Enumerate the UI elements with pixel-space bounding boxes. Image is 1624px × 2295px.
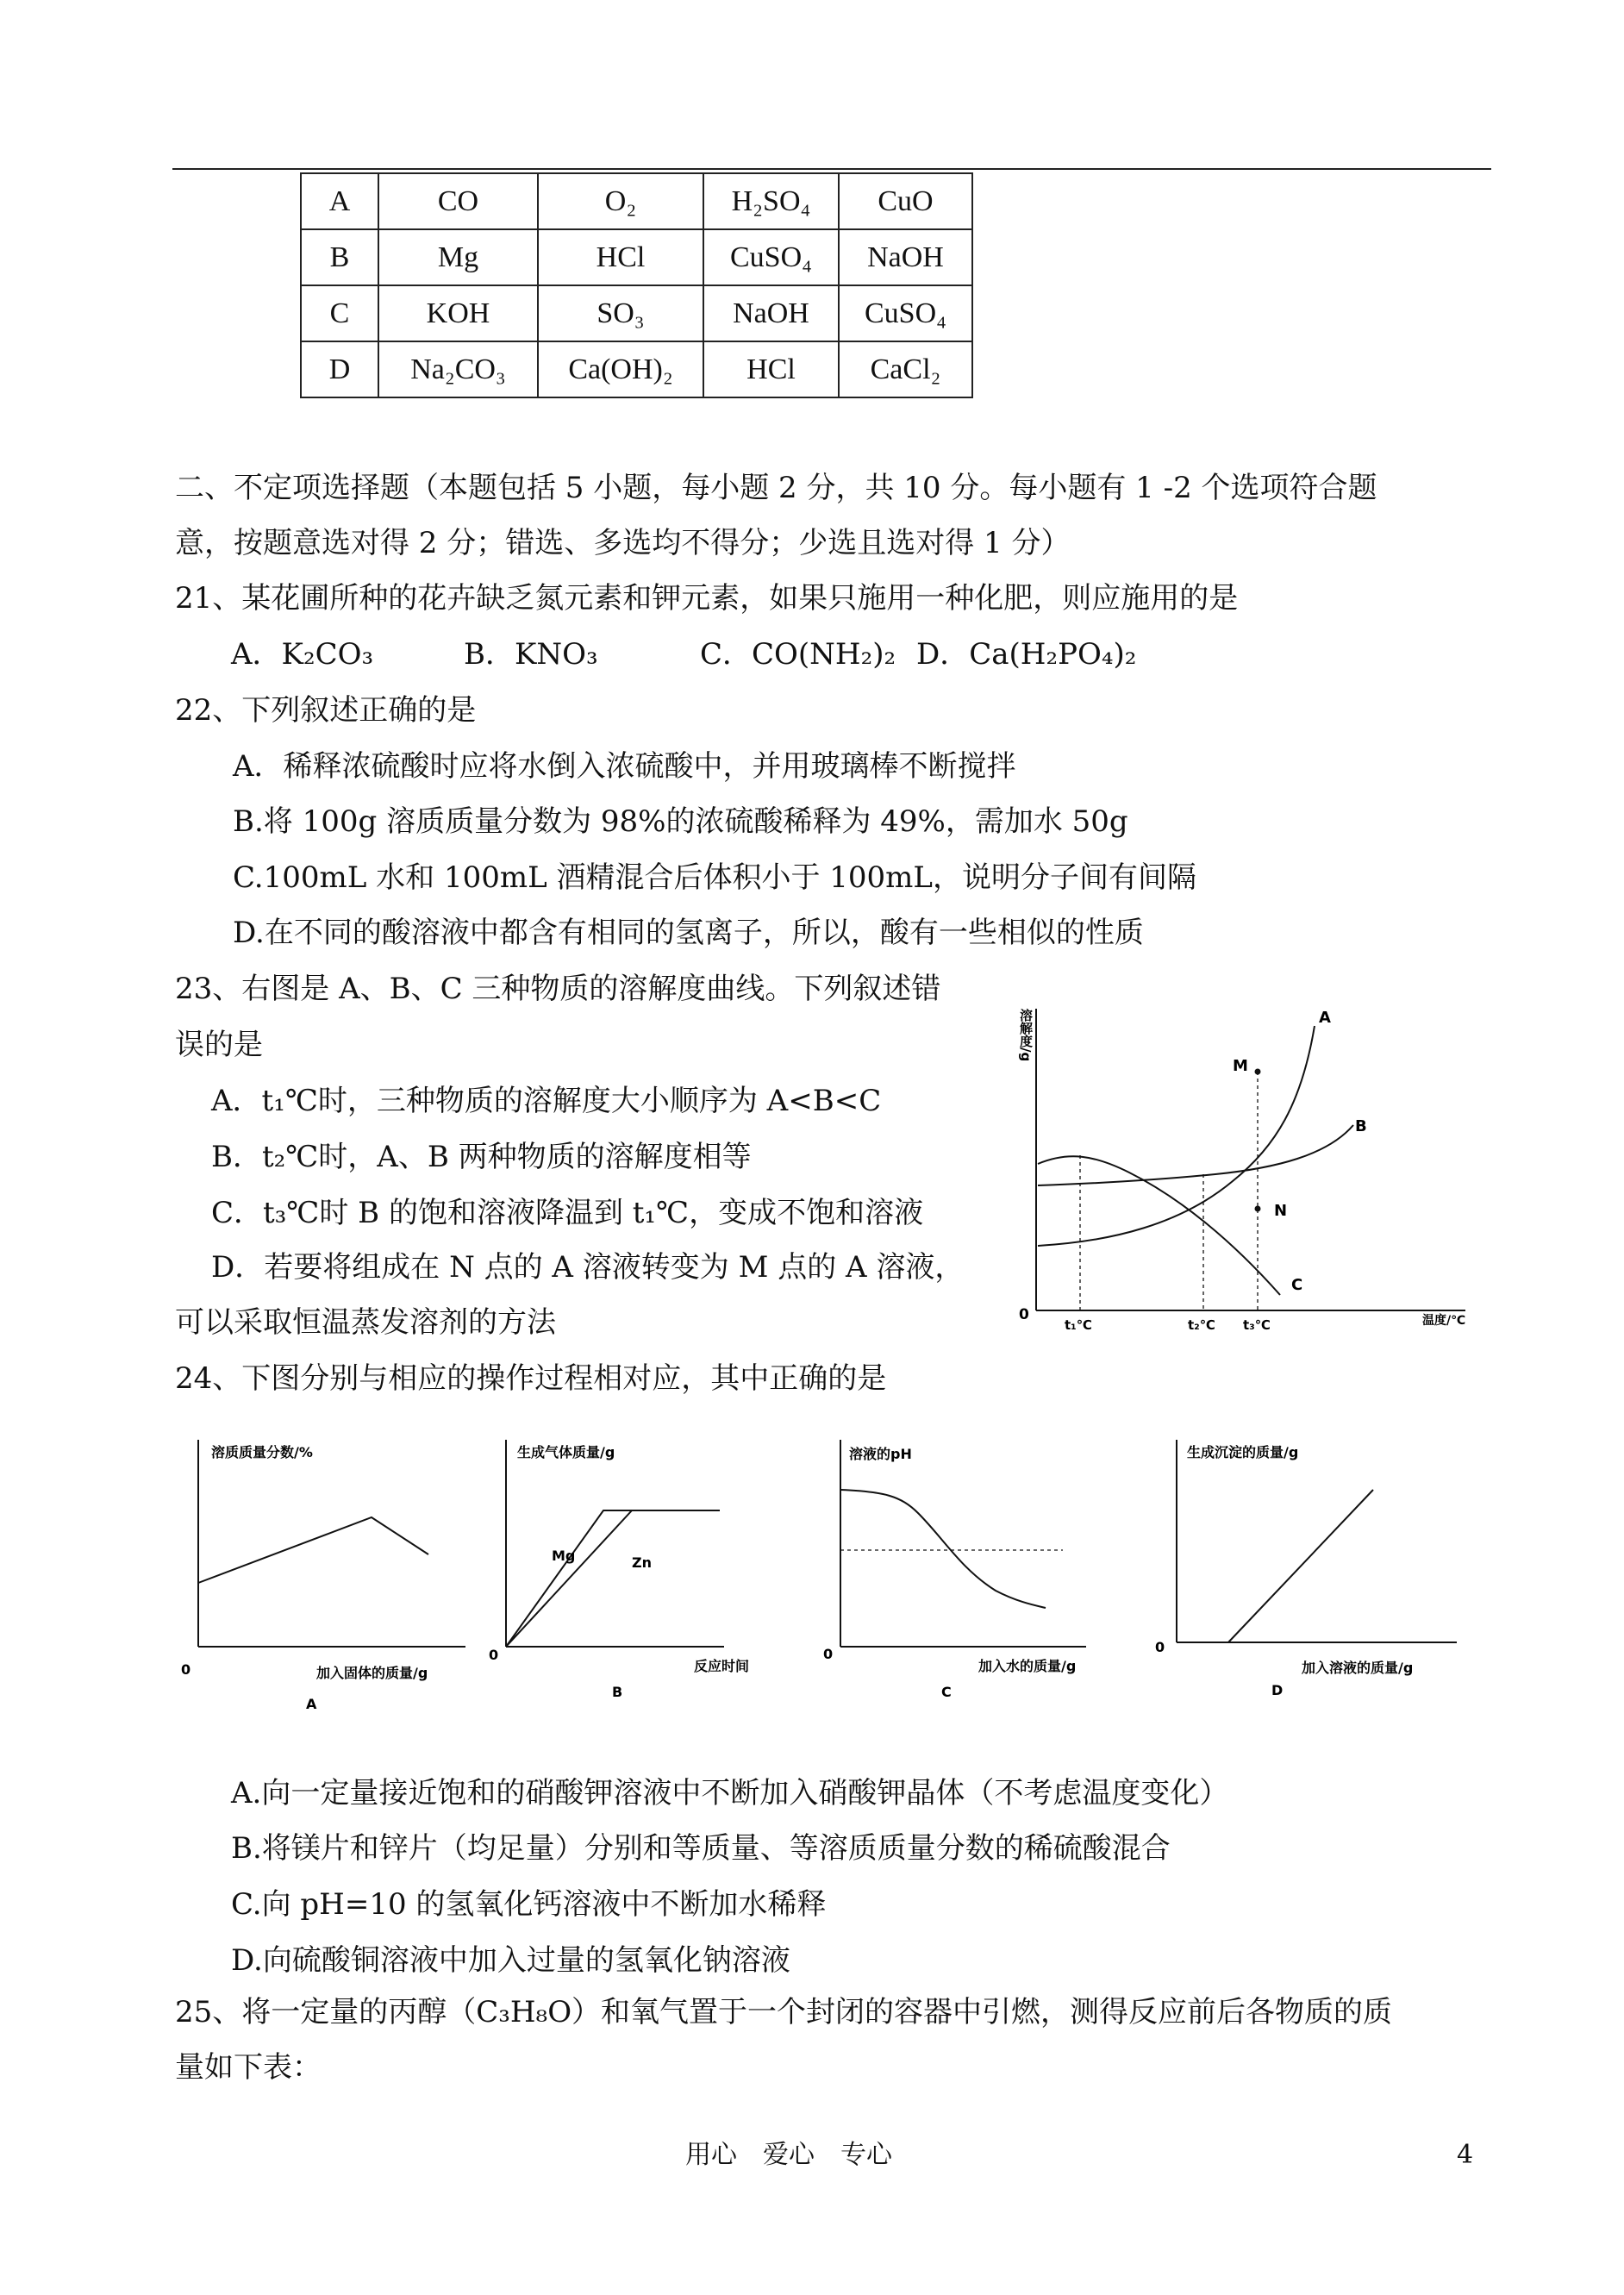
- table-row: [301, 229, 972, 285]
- q24-option-c: C.向 pH=10 的氢氧化钙溶液中不断加水稀释: [231, 1887, 827, 1922]
- section-heading-line1: 二、不定项选择题（本题包括 5 小题，每小题 2 分，共 10 分。每小题有 1 -2 个选项符合题: [175, 471, 1377, 505]
- q22-stem: 22、下列叙述正确的是: [175, 693, 477, 728]
- tick-t1: t₁℃: [1065, 1317, 1092, 1333]
- page-number: 4: [1457, 2140, 1474, 2170]
- curve-b-label: B: [1355, 1117, 1367, 1135]
- q21-option-d: D．Ca(H₂PO₄)₂: [916, 637, 1137, 672]
- table-cell: CaCl₂: [839, 341, 972, 397]
- table-cell: C: [301, 285, 378, 341]
- series-mg-label: Mg: [552, 1548, 576, 1564]
- q23-option-d-line2: 可以采取恒温蒸发溶剂的方法: [175, 1305, 556, 1340]
- graph-caption: A: [306, 1696, 317, 1712]
- table-cell: H₂SO₄: [703, 173, 839, 229]
- point-m: [1255, 1069, 1261, 1075]
- x-axis-label: 温度/℃: [1422, 1314, 1466, 1328]
- header-rule: [172, 168, 1491, 170]
- q24-option-d: D.向硫酸铜溶液中加入过量的氢氧化钠溶液: [231, 1943, 790, 1978]
- ph-curve: [840, 1490, 1046, 1608]
- series-zn: [506, 1510, 632, 1647]
- tick-t3: t₃℃: [1243, 1317, 1271, 1333]
- q22-option-c: C.100mL 水和 100mL 酒精混合后体积小于 100mL，说明分子间有间隔: [233, 860, 1196, 895]
- curve-c-label: C: [1291, 1276, 1303, 1294]
- q21-option-a: A．K₂CO₃: [231, 637, 374, 672]
- y-axis-label: 溶质质量分数/%: [211, 1444, 313, 1460]
- y-axis-label: 溶解度/g: [1018, 1009, 1034, 1062]
- q23-stem-line2: 误的是: [175, 1028, 263, 1062]
- y-axis-label: 生成沉淀的质量/g: [1187, 1444, 1299, 1460]
- graph-line: [198, 1517, 428, 1583]
- graph-caption: D: [1271, 1682, 1284, 1698]
- table-cell: Na₂CO₃: [378, 341, 538, 397]
- table-cell: CuO: [839, 173, 972, 229]
- q21-option-b: B．KNO₃: [464, 637, 598, 672]
- table-cell: HCl: [538, 229, 703, 285]
- q23-stem-line1: 23、右图是 A、B、C 三种物质的溶解度曲线。下列叙述错: [175, 972, 941, 1006]
- point-m-label: M: [1233, 1057, 1248, 1075]
- footer-motto: 用心 爱心 专心: [685, 2140, 892, 2170]
- q24-option-b: B.将镁片和锌片（均足量）分别和等质量、等溶质质量分数的稀硫酸混合: [231, 1831, 1171, 1866]
- curve-a-label: A: [1319, 1009, 1331, 1027]
- graph-d: [1151, 1431, 1478, 1716]
- table-row: [301, 173, 972, 229]
- table-cell: Mg: [378, 229, 538, 285]
- origin-label: 0: [489, 1647, 499, 1663]
- x-axis-label: 加入固体的质量/g: [316, 1665, 428, 1681]
- q24-option-a: A.向一定量接近饱和的硝酸钾溶液中不断加入硝酸钾晶体（不考虑温度变化）: [231, 1776, 1229, 1810]
- q23-option-c: C．t₃℃时 B 的饱和溶液降温到 t₁℃，变成不饱和溶液: [211, 1196, 924, 1230]
- y-axis-label: 溶液的pH: [849, 1446, 912, 1462]
- graph-b: [487, 1431, 780, 1716]
- table-cell: O₂: [538, 173, 703, 229]
- q23-option-d-line1: D．若要将组成在 N 点的 A 溶液转变为 M 点的 A 溶液，: [211, 1250, 965, 1285]
- table-cell: CO: [378, 173, 538, 229]
- tick-t2: t₂℃: [1188, 1317, 1215, 1333]
- origin-label: 0: [1019, 1306, 1029, 1323]
- table-row: [301, 285, 972, 341]
- table-cell: D: [301, 341, 378, 397]
- table-cell: NaOH: [839, 229, 972, 285]
- y-axis-label: 生成气体质量/g: [517, 1444, 615, 1460]
- origin-label: 0: [181, 1661, 191, 1678]
- table-cell: A: [301, 173, 378, 229]
- table-cell: NaOH: [703, 285, 839, 341]
- curve-a: [1038, 1026, 1315, 1246]
- q23-option-b: B．t₂℃时，A、B 两种物质的溶解度相等: [211, 1140, 752, 1174]
- series-zn-label: Zn: [632, 1554, 652, 1571]
- graph-caption: C: [941, 1684, 952, 1700]
- q25-line1: 25、将一定量的丙醇（C₃H₈O）和氧气置于一个封闭的容器中引燃，测得反应前后各物质的质: [175, 1995, 1393, 2029]
- table-cell: CuSO₄: [703, 229, 839, 285]
- point-n-label: N: [1274, 1202, 1288, 1220]
- q22-option-a: A．稀释浓硫酸时应将水倒入浓硫酸中，并用玻璃棒不断搅拌: [233, 749, 1016, 784]
- table-cell: KOH: [378, 285, 538, 341]
- table-cell: B: [301, 229, 378, 285]
- q23-option-a: A．t₁℃时，三种物质的溶解度大小顺序为 A<B<C: [211, 1084, 882, 1118]
- precipitate-line: [1228, 1490, 1373, 1642]
- x-axis-label: 加入水的质量/g: [978, 1658, 1077, 1674]
- origin-label: 0: [1155, 1639, 1165, 1655]
- solubility-chart: [1017, 983, 1500, 1345]
- table-row: [301, 341, 972, 397]
- x-axis-label: 加入溶液的质量/g: [1302, 1660, 1414, 1676]
- q21-stem: 21、某花圃所种的花卉缺乏氮元素和钾元素，如果只施用一种化肥，则应施用的是: [175, 581, 1239, 616]
- graph-caption: B: [612, 1684, 623, 1700]
- graph-c: [823, 1431, 1116, 1716]
- table-cell: Ca(OH)₂: [538, 341, 703, 397]
- origin-label: 0: [823, 1646, 834, 1662]
- options-table: [300, 172, 973, 398]
- section-heading-line2: 意，按题意选对得 2 分；错选、多选均不得分；少选且选对得 1 分）: [175, 526, 1071, 560]
- point-n: [1255, 1206, 1261, 1212]
- q25-line2: 量如下表：: [175, 2050, 322, 2085]
- q24-stem: 24、下图分别与相应的操作过程相对应，其中正确的是: [175, 1361, 887, 1396]
- graph-a: [177, 1431, 470, 1716]
- table-cell: CuSO₄: [839, 285, 972, 341]
- table-cell: SO₃: [538, 285, 703, 341]
- q22-option-b: B.将 100g 溶质质量分数为 98%的浓硫酸稀释为 49%，需加水 50g: [233, 804, 1128, 839]
- table-cell: HCl: [703, 341, 839, 397]
- curve-b: [1038, 1125, 1353, 1185]
- q21-option-c: C．CO(NH₂)₂: [700, 637, 896, 672]
- x-axis-label: 反应时间: [694, 1658, 750, 1674]
- curve-c: [1038, 1156, 1280, 1295]
- q22-option-d: D.在不同的酸溶液中都含有相同的氢离子，所以，酸有一些相似的性质: [233, 916, 1144, 950]
